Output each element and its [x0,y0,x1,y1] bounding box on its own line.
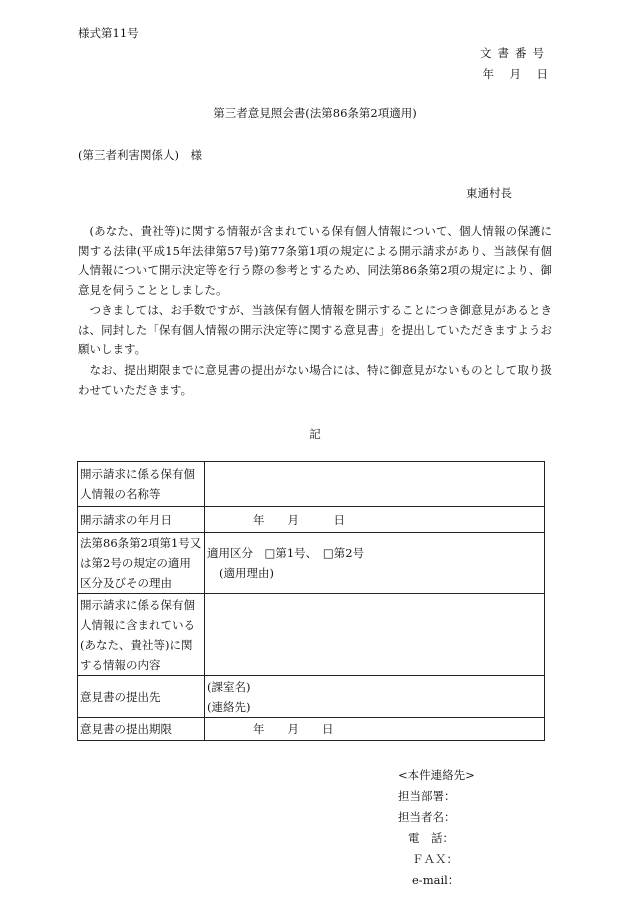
document-number: 文書番号 [480,46,550,60]
form-number: 様式第11号 [78,26,139,40]
body-paragraph-1: (あなた、貴社等)に関する情報が含まれている保有個人情報について、個人情報の保護に関する法律(平成15年法律第57号)第77条第1項の規定による開示請求があり、当該保有個人情報について開示決定等を行う際の参考とするため、同法第86条第2項の規定により、御意見を伺うこととしました。 [78,224,552,297]
submission-destination-label: 意見書の提出先 [78,676,205,718]
contact-department: 担当部署： [398,789,456,803]
information-content-label: 開示請求に係る保有個人情報に含まれている(あなた、貴社等)に関する情報の内容 [78,594,205,676]
contact-phone: 電 話： [408,831,454,845]
information-content-field[interactable] [205,594,545,676]
contact-fax: ＦＡＸ： [412,852,458,866]
request-date-value: 年 月 日 [253,512,345,527]
contact-block [398,765,475,891]
request-item-name-label: 開示請求に係る保有個人情報の名称等 [78,462,205,507]
addressee: (第三者利害関係人) 様 [78,148,202,162]
submission-deadline-label: 意見書の提出期限 [78,718,205,741]
submission-deadline-value: 年 月 日 [253,722,334,736]
body-paragraph-3: なお、提出期限までに意見書の提出がない場合には、特に御意見がないものとして取り扱わせていただきます。 [78,363,552,397]
applicable-reason-label: (適用理由) [219,566,274,580]
page-title: 第三者意見照会書(法第86条第2項適用) [213,106,417,120]
contact-email: e-mail： [412,873,460,887]
section-name-label: (課室名) [207,679,251,694]
sender: 東通村長 [466,186,512,200]
applicable-clause-options: 適用区分 □第1号、 □第2号 [207,546,365,560]
request-date-field[interactable] [205,507,545,533]
table-row [78,718,545,741]
table-row [78,594,545,676]
contact-heading: <本件連絡先> [398,768,475,782]
document-date: 年 月 日 [482,67,550,81]
body-paragraph-2: つきましては、お手数ですが、当該保有個人情報を開示することにつき御意見があるときは、同封した「保有個人情報の開示決定等に関する意見書」を提出していただきますようお願いします。 [78,303,552,356]
table-row [78,533,545,594]
submission-deadline-field[interactable] [205,718,545,741]
table-row [78,462,545,507]
table-row [78,507,545,533]
submission-destination-field[interactable] [205,676,545,718]
applicable-clause-label: 法第86条第2項第1号又は第2号の規定の適用区分及びその理由 [78,533,205,594]
contact-info-label: (連絡先) [207,699,251,714]
ki-heading: 記 [309,427,321,441]
request-date-label: 開示請求の年月日 [78,507,205,533]
contact-person: 担当者名： [398,810,456,824]
applicable-clause-field[interactable] [205,533,545,594]
inquiry-table [77,461,545,741]
table-row [78,676,545,718]
request-item-name-field[interactable] [205,462,545,507]
